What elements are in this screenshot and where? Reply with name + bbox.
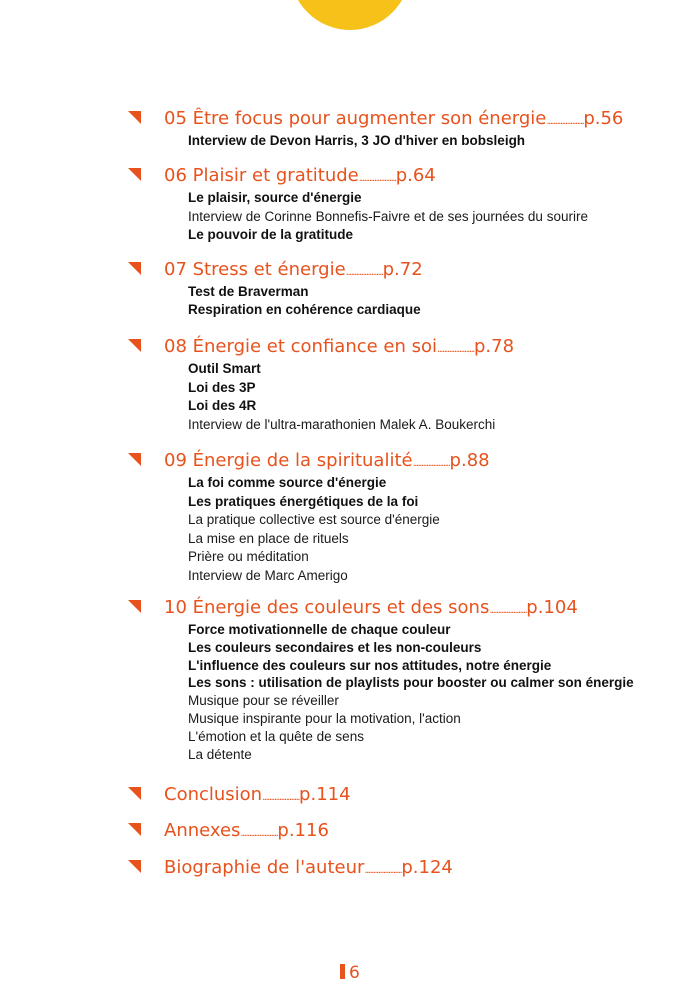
toc-subitem: Les pratiques énergétiques de la foi [188, 493, 419, 509]
toc-subitem: L'émotion et la quête de sens [188, 728, 364, 744]
section-page: p.64 [395, 165, 436, 186]
leader-dots: ...................... [437, 344, 474, 355]
section-title: 10 Énergie des couleurs et des sons [164, 597, 490, 618]
leader-dots: ...................... [546, 116, 584, 127]
section-title: 05 Être focus pour augmenter son énergie [164, 108, 547, 129]
section-heading[interactable] [164, 597, 578, 622]
section-marker-icon [128, 453, 141, 466]
leader-dots: ...................... [364, 865, 402, 876]
toc-subitem: Interview de Devon Harris, 3 JO d'hiver en bobsleigh [188, 133, 526, 148]
section-marker-icon [128, 823, 141, 836]
leader-dots: ...................... [240, 828, 278, 839]
section-title: Biographie de l'auteur [164, 857, 365, 878]
toc-subitem: Respiration en cohérence cardiaque [188, 302, 421, 317]
leader-dots: ...................... [489, 605, 527, 616]
section-marker-icon [128, 787, 141, 800]
section-heading[interactable] [164, 857, 453, 882]
toc-subitem: Interview de Corinne Bonnefis-Faivre et de ses journées du sourire [188, 208, 588, 224]
section-title: Conclusion [164, 784, 263, 805]
decorative-sun-circle [290, 0, 410, 30]
leader-dots: ...................... [412, 458, 450, 469]
toc-subitem: L'influence des couleurs sur nos attitudes, notre énergie [188, 657, 552, 673]
leader-dots: ...................... [262, 792, 300, 803]
section-marker-icon [128, 262, 141, 275]
section-title: 08 Énergie et confiance en soi [164, 336, 438, 357]
toc-subitem: Les couleurs secondaires et les non-couleurs [188, 639, 482, 655]
section-title: Annexes [164, 820, 241, 841]
section-page: p.56 [583, 108, 624, 129]
toc-subitem: Prière ou méditation [188, 549, 309, 564]
toc-subitem: Le plaisir, source d'énergie [188, 190, 362, 205]
toc-subitem: Loi des 4R [188, 398, 257, 413]
leader-dots: ...................... [345, 267, 383, 278]
section-page: p.72 [382, 259, 423, 280]
toc-subitem: Les sons : utilisation de playlists pour booster ou calmer son énergie [188, 675, 634, 691]
toc-subitem: Outil Smart [188, 361, 261, 376]
section-heading[interactable] [164, 450, 490, 475]
section-marker-icon [128, 168, 141, 181]
leader-dots: ...................... [358, 173, 396, 184]
section-title: 09 Énergie de la spiritualité [164, 450, 413, 471]
toc-subitem: Musique pour se réveiller [188, 693, 339, 709]
section-page: p.116 [277, 820, 329, 841]
section-page: p.114 [299, 784, 351, 805]
toc-subitem: Le pouvoir de la gratitude [188, 227, 354, 242]
section-marker-icon [128, 600, 141, 613]
section-page: p.78 [473, 336, 515, 357]
section-page: p.88 [449, 450, 490, 471]
toc-subitem: Musique inspirante pour la motivation, l'action [188, 711, 461, 726]
page-number-value: 6 [349, 963, 360, 983]
page-number-bar [340, 964, 345, 979]
toc-subitem: Test de Braverman [188, 284, 309, 299]
section-title: 07 Stress et énergie [164, 259, 346, 280]
section-marker-icon [128, 860, 141, 873]
section-heading[interactable] [164, 259, 423, 284]
section-heading[interactable] [164, 108, 623, 133]
page-number [340, 963, 360, 983]
section-marker-icon [128, 111, 141, 124]
section-marker-icon [128, 339, 141, 352]
section-title: 06 Plaisir et gratitude [164, 165, 359, 186]
section-heading[interactable] [164, 784, 351, 809]
section-heading[interactable] [164, 336, 514, 361]
toc-subitem: Force motivationnelle de chaque couleur [188, 622, 451, 637]
toc-subitem: La mise en place de rituels [188, 530, 349, 546]
section-page: p.104 [526, 597, 578, 618]
section-heading[interactable] [164, 165, 436, 190]
toc-subitem: La foi comme source d'énergie [188, 475, 387, 490]
toc-subitem: Loi des 3P [188, 379, 256, 395]
toc-subitem: La détente [188, 746, 252, 762]
section-page: p.124 [401, 857, 453, 878]
toc-subitem: La pratique collective est source d'énergie [188, 512, 440, 527]
toc-subitem: Interview de Marc Amerigo [188, 567, 348, 583]
section-heading[interactable] [164, 820, 329, 845]
toc-subitem: Interview de l'ultra-marathonien Malek A. Boukerchi [188, 416, 496, 432]
